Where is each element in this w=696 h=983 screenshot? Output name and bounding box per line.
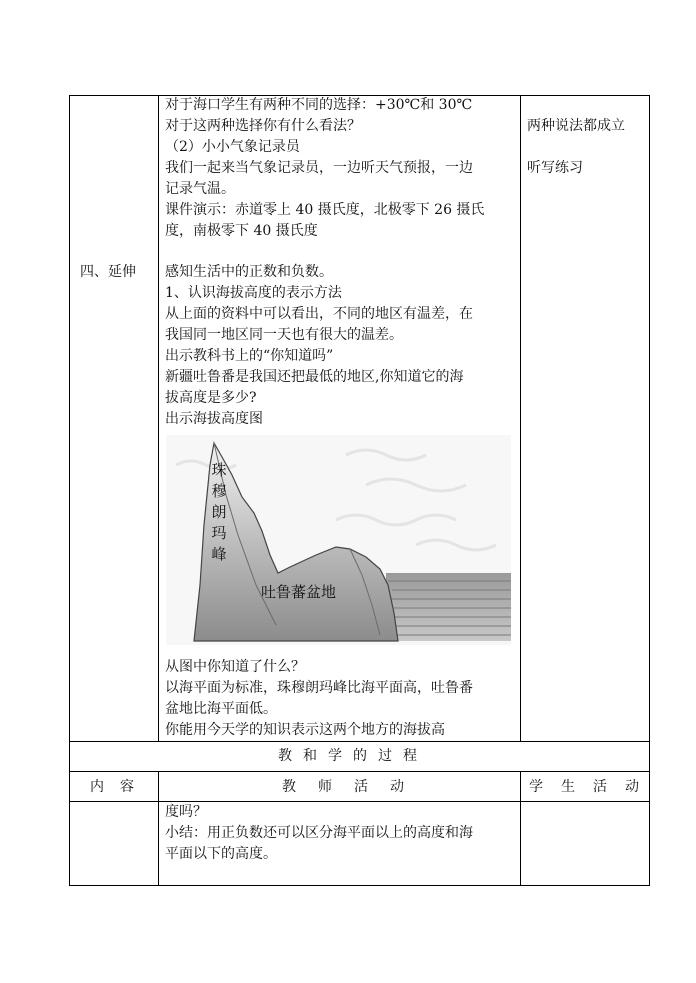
sea-surface: [386, 573, 511, 641]
text-line: 我国同一地区同一天也有很大的温差。: [165, 327, 403, 343]
text-line: 拔高度是多少?: [165, 390, 257, 406]
student-line: 两种说法都成立: [527, 118, 625, 134]
text-line: 你能用今天学的知识表示这两个地方的海拔高: [165, 722, 445, 738]
text-line: 以海平面为标准，珠穆朗玛峰比海平面高，吐鲁番: [165, 680, 473, 696]
text-line: 出示教科书上的“你知道吗”: [165, 348, 334, 364]
text-line: （2）小小气象记录员: [165, 139, 300, 155]
peak-label: 珠穆朗玛峰: [211, 461, 227, 563]
text-line: 度吗？: [165, 804, 207, 820]
text-line: 出示海拔高度图: [165, 411, 263, 427]
col-divider-1b: [158, 771, 159, 886]
row-divider-2: [69, 771, 650, 772]
text-line: 新疆吐鲁番是我国还把最低的地区,你知道它的海: [165, 369, 464, 385]
row-divider-3: [69, 801, 650, 802]
process-header: 教和学的过程: [278, 748, 428, 764]
col-divider-2: [520, 95, 521, 741]
col-divider-2b: [520, 771, 521, 886]
text-line: 平面以下的高度。: [165, 846, 277, 862]
student-line: 听写练习: [527, 160, 583, 176]
text-line: 感知生活中的正数和负数。: [165, 264, 333, 280]
row-divider-1: [69, 741, 650, 742]
col-header-student: 学生活动: [529, 779, 657, 795]
col-header-content: 内容: [90, 779, 150, 795]
section-label: 四、延伸: [80, 264, 136, 280]
text-line: 我们一起来当气象记录员，一边听天气预报，一边: [165, 160, 473, 176]
text-line: 小结：用正负数还可以区分海平面以上的高度和海: [165, 825, 473, 841]
basin-label: 吐鲁蕃盆地: [261, 583, 337, 601]
col-divider-1: [158, 95, 159, 741]
col-header-teacher: 教师活动: [282, 779, 426, 795]
text-line: 记录气温。: [165, 181, 235, 197]
text-line: 盆地比海平面低。: [165, 701, 277, 717]
text-line: 1、认识海拔高度的表示方法: [165, 285, 342, 301]
text-line: 对于这两种选择你有什么看法？: [165, 118, 361, 134]
text-line: 从图中你知道了什么？: [165, 659, 305, 675]
text-line: 课件演示：赤道零上 40 摄氏度，北极零下 26 摄氏: [165, 202, 485, 218]
altitude-figure: [166, 435, 511, 645]
text-line: 对于海口学生有两种不同的选择：+30℃和 30℃: [165, 97, 473, 113]
text-line: 从上面的资料中可以看出，不同的地区有温差，在: [165, 306, 473, 322]
text-line: 度，南极零下 40 摄氏度: [165, 223, 318, 239]
